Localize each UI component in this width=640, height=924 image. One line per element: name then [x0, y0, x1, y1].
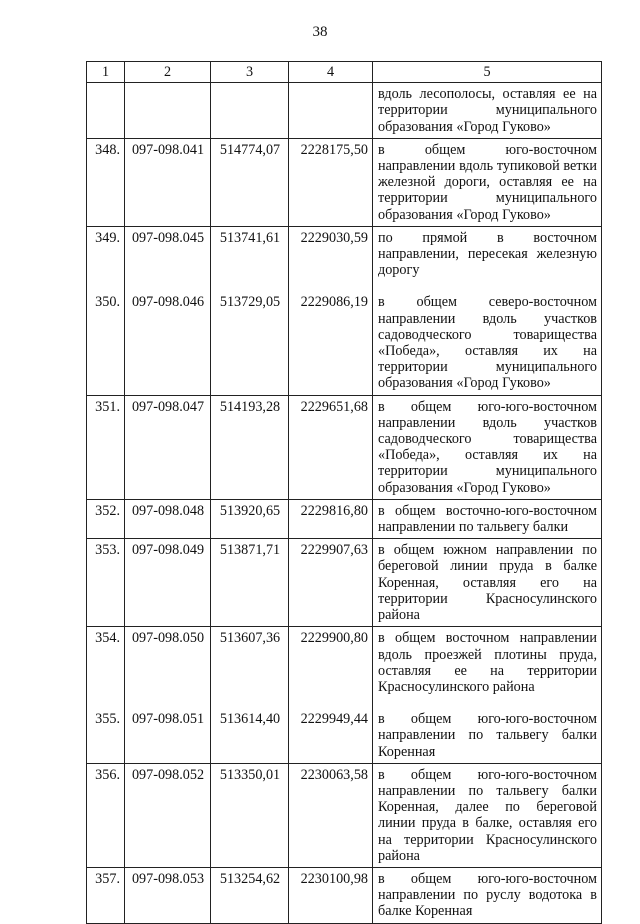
point-number: 353. [95, 542, 120, 559]
coord-x: 514774,07 [219, 141, 281, 158]
coord-y: 2229907,63 [300, 542, 368, 559]
direction-description-cell [373, 226, 602, 395]
point-code-cell [125, 395, 211, 499]
continuation-description: вдоль лесополосы, оставляя ее на территории муниципального образования «Город Гуково» [373, 83, 602, 139]
direction-description: по прямой в восточном направлении, пересекая железную дорогу [378, 229, 597, 279]
table-row [87, 138, 602, 226]
coord-x: 513871,71 [219, 542, 281, 559]
coord-y-cell [289, 395, 373, 499]
point-number-cell [87, 138, 125, 226]
table-row [87, 226, 602, 395]
point-number: 350. [95, 294, 120, 311]
direction-description: в общем юго-юго-восточном направлении по тальвегу балки Коренная, далее по береговой линии пруда в балке, оставляя его на территории Красносулинского района [378, 766, 597, 864]
table-row [87, 539, 602, 627]
point-code-cell [125, 627, 211, 763]
coord-x: 513729,05 [219, 294, 281, 311]
direction-description-cell [373, 499, 602, 538]
point-number: 351. [95, 398, 120, 415]
boundary-points-table [86, 61, 602, 924]
table-row [87, 499, 602, 538]
continuation-empty-cell [87, 83, 125, 139]
header-col-3: 3 [211, 62, 289, 83]
point-number-cell [87, 226, 125, 395]
coord-y-cell [289, 226, 373, 395]
coord-y: 2228175,50 [300, 141, 368, 158]
coord-x-cell [211, 395, 289, 499]
table-row [87, 395, 602, 499]
coord-y-cell [289, 539, 373, 627]
point-code: 097-098.053 [131, 870, 205, 887]
direction-description: в общем восточном направлении вдоль проезжей плотины пруда, оставляя ее на территории Красносулинского района [378, 630, 597, 695]
point-number-cell [87, 867, 125, 923]
table-row [87, 867, 602, 923]
direction-description: в общем юго-восточном направлении вдоль тупиковой ветки железной дороги, оставляя ее на территории муниципального образования «Город Гуково» [378, 141, 597, 223]
coord-x: 513350,01 [219, 766, 281, 783]
header-col-4: 4 [289, 62, 373, 83]
coord-x-cell [211, 539, 289, 627]
coord-x-cell [211, 763, 289, 867]
coord-x: 514193,28 [219, 398, 281, 415]
coord-x: 513254,62 [219, 870, 281, 887]
point-number-cell [87, 539, 125, 627]
point-code-cell [125, 539, 211, 627]
continuation-row [87, 83, 602, 139]
continuation-empty-cell [289, 83, 373, 139]
direction-description-cell [373, 138, 602, 226]
point-number: 357. [95, 870, 120, 887]
direction-description-cell [373, 763, 602, 867]
table-header-row [87, 62, 602, 83]
coord-x: 513920,65 [219, 502, 281, 519]
direction-description: в общем юго-юго-восточном направлении вдоль участков садоводческого товарищества «Победа», оставляя их на территории муниципального образования «Город Гуково» [378, 398, 597, 496]
point-number: 352. [95, 502, 120, 519]
point-code-cell [125, 763, 211, 867]
point-code: 097-098.046 [131, 294, 205, 311]
coord-x-cell [211, 499, 289, 538]
point-number: 356. [95, 766, 120, 783]
direction-description: в общем восточно-юго-восточном направлении по тальвегу балки [378, 502, 597, 536]
coord-y: 2229086,19 [300, 294, 368, 311]
header-col-5: 5 [373, 62, 602, 83]
direction-description-cell [373, 539, 602, 627]
point-number: 355. [95, 711, 120, 728]
point-code: 097-098.050 [131, 630, 205, 647]
table-row [87, 627, 602, 763]
coord-y: 2229816,80 [300, 502, 368, 519]
point-code-cell [125, 138, 211, 226]
direction-description-cell [373, 395, 602, 499]
coord-y: 2229030,59 [300, 229, 368, 246]
point-number: 348. [95, 141, 120, 158]
point-code: 097-098.051 [131, 711, 205, 728]
point-code-cell [125, 226, 211, 395]
point-code: 097-098.041 [131, 141, 205, 158]
point-code: 097-098.052 [131, 766, 205, 783]
coord-x-cell [211, 627, 289, 763]
header-col-2: 2 [125, 62, 211, 83]
coord-y-cell [289, 763, 373, 867]
point-code: 097-098.049 [131, 542, 205, 559]
direction-description: в общем юго-юго-восточном направлении по тальвегу балки Коренная [378, 711, 597, 760]
point-number: 349. [95, 229, 120, 246]
point-code-cell [125, 867, 211, 923]
continuation-empty-cell [211, 83, 289, 139]
coord-x-cell [211, 138, 289, 226]
table-row [87, 763, 602, 867]
continuation-empty-cell [125, 83, 211, 139]
coord-y: 2229949,44 [300, 711, 368, 728]
coord-x-cell [211, 226, 289, 395]
direction-description-cell [373, 867, 602, 923]
coord-y-cell [289, 627, 373, 763]
coord-y-cell [289, 867, 373, 923]
point-code-cell [125, 499, 211, 538]
point-code: 097-098.048 [131, 502, 205, 519]
direction-description: в общем юго-юго-восточном направлении по руслу водотока в балке Коренная [378, 870, 597, 920]
coord-y: 2230063,58 [300, 766, 368, 783]
point-code: 097-098.047 [131, 398, 205, 415]
coord-y: 2229651,68 [300, 398, 368, 415]
coord-y-cell [289, 138, 373, 226]
direction-description: в общем южном направлении по береговой линии пруда в балке Коренная, оставляя его на территории Красносулинского района [378, 542, 597, 624]
point-number-cell [87, 499, 125, 538]
point-number: 354. [95, 630, 120, 647]
point-number-cell [87, 395, 125, 499]
coord-y-cell [289, 499, 373, 538]
point-code: 097-098.045 [131, 229, 205, 246]
coord-y: 2230100,98 [300, 870, 368, 887]
coord-y: 2229900,80 [300, 630, 368, 647]
coord-x-cell [211, 867, 289, 923]
point-number-cell [87, 627, 125, 763]
direction-description: в общем северо-восточном направлении вдоль участков садоводческого товарищества «Победа», оставляя их на территории муниципального образования «Город Гуково» [378, 294, 597, 392]
coord-x: 513741,61 [219, 229, 281, 246]
header-col-1: 1 [87, 62, 125, 83]
coord-x: 513607,36 [219, 630, 281, 647]
page-number: 38 [312, 24, 328, 40]
point-number-cell [87, 763, 125, 867]
direction-description-cell [373, 627, 602, 763]
coord-x: 513614,40 [219, 711, 281, 728]
